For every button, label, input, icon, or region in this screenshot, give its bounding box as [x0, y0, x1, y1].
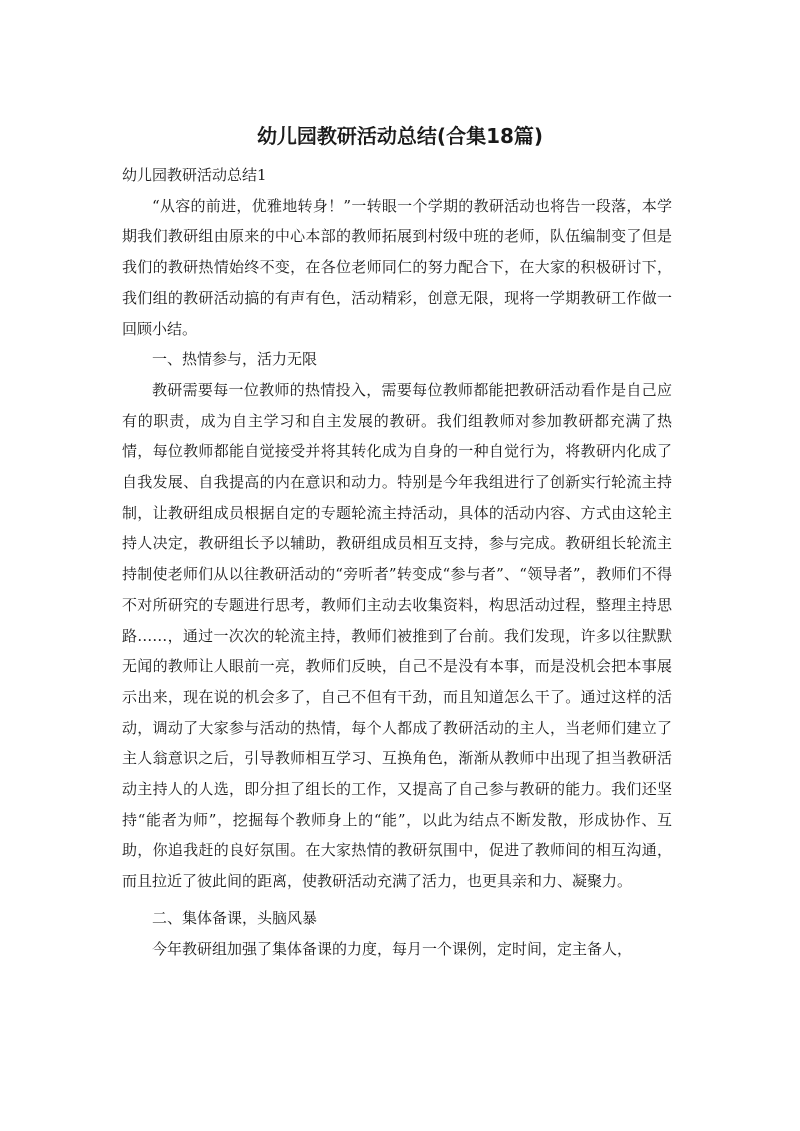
section-title: 幼儿园教研活动总结1: [122, 166, 267, 184]
body-paragraph-enthusiasm: 教研需要每一位教师的热情投入，需要每位教师都能把教研活动看作是自己应有的职责，成为自主学习和自主发展的教研。我们组教师对参加教研都充满了热情，每位教师都能自觉接受并将其转化成为自身的一种自觉行为，将教研内化成了自我发展、自我提高的内在意识和动力。特别是今年我组进行了创新实行轮流主持制，让教研组成员根据自定的专题轮流主持活动，具体的活动内容、方式由这轮主持人决定，教研组长予以辅助，教研组成员相互支持，参与完成。教研组长轮流主持制使老师们从以往教研活动的“旁听者”转变成“参与者”、“领导者”，教师们不得不对所研究的专题进行思考，教师们主动去收集资料，构思活动过程，整理主持思路……，通过一次次的轮流主持，教师们被推到了台前。我们发现，许多以往默默无闻的教师让人眼前一亮，教师们反映，自己不是没有本事，而是没机会把本事展示出来，现在说的机会多了，自己不但有干劲，而且知道怎么干了。通过这样的活动，调动了大家参与活动的热情，每个人都成了教研活动的主人，当老师们建立了主人翁意识之后，引导教师相互学习、互换角色，渐渐从教师中出现了担当教研活动主持人的人选，即分担了组长的工作，又提高了自己参与教研的能力。我们还坚持“能者为师”，挖掘每个教师身上的“能”，以此为结点不断发散，形成协作、互助，你追我赶的良好氛围。在大家热情的教研氛围中，促进了教师间的相互沟通，而且拉近了彼此间的距离，使教研活动充满了活力，也更具亲和力、凝聚力。: [122, 380, 672, 891]
body-paragraph-lesson-prep: 今年教研组加强了集体备课的力度，每月一个课例，定时间，定主备人，: [152, 939, 633, 958]
document-body: [122, 160, 672, 964]
intro-paragraph: “从容的前进，优雅地转身！”一转眼一个学期的教研活动也将告一段落，本学期我们教研组由原来的中心本部的教师拓展到村级中班的老师，队伍编制变了但是我们的教研热情始终不变，在各位老师同仁的努力配合下，在大家的积极研讨下，我们组的教研活动搞的有声有色，活动精彩，创意无限，现将一学期教研工作做一回顾小结。: [122, 196, 672, 338]
heading-enthusiasm: 一、热情参与，活力无限: [152, 350, 318, 369]
document-title: 幼儿园教研活动总结(合集18篇): [256, 124, 544, 148]
heading-collective-lesson-prep: 二、集体备课，头脑风暴: [152, 908, 318, 927]
